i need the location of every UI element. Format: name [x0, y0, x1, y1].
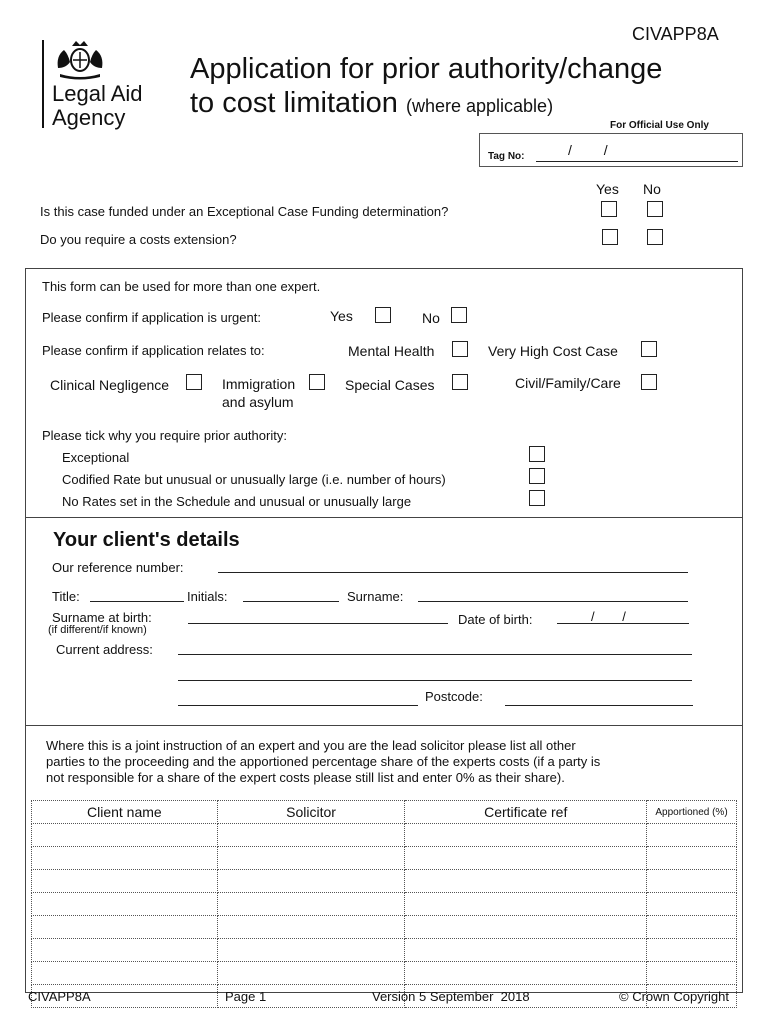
tag-no-label: Tag No:: [488, 151, 525, 162]
table-cell[interactable]: [405, 824, 647, 847]
column-header: Certificate ref: [405, 801, 647, 824]
tag-no-field[interactable]: / /: [568, 142, 608, 158]
reason-exceptional-label: Exceptional: [62, 450, 130, 465]
very-high-cost-label: Very High Cost Case: [488, 343, 618, 359]
table-row: [32, 916, 737, 939]
table-cell[interactable]: [647, 962, 737, 985]
footer-form-code: CIVAPP8A: [28, 989, 91, 1004]
table-cell[interactable]: [217, 916, 405, 939]
table-cell[interactable]: [32, 893, 218, 916]
costs-extension-no-checkbox[interactable]: [647, 229, 663, 245]
table-cell[interactable]: [405, 893, 647, 916]
table-cell[interactable]: [405, 847, 647, 870]
address-line-3[interactable]: [178, 705, 418, 706]
tag-no-line: [536, 161, 738, 162]
civil-family-label: Civil/Family/Care: [515, 375, 621, 391]
immigration-label-2: and asylum: [222, 394, 294, 410]
costs-extension-yes-checkbox[interactable]: [602, 229, 618, 245]
reason-no-rates-label: No Rates set in the Schedule and unusual or unusually large: [62, 494, 412, 509]
address-line-2[interactable]: [178, 680, 692, 681]
multi-expert-note: This form can be used for more than one expert.: [42, 279, 321, 294]
costs-extension-question: Do you require a costs extension?: [40, 232, 237, 247]
initials-input[interactable]: [243, 601, 339, 602]
civil-family-checkbox[interactable]: [641, 374, 657, 390]
parties-table: [31, 800, 737, 1008]
reason-codified-checkbox[interactable]: [529, 468, 545, 484]
logo-divider: [42, 40, 44, 128]
urgent-label: Please confirm if application is urgent:: [42, 310, 261, 325]
page-title-line2: [190, 87, 553, 120]
table-row: [32, 962, 737, 985]
if-different-note: (if different/if known): [48, 624, 147, 636]
table-cell[interactable]: [647, 847, 737, 870]
table-cell[interactable]: [32, 870, 218, 893]
urgent-no-label: No: [422, 310, 440, 326]
special-cases-checkbox[interactable]: [452, 374, 468, 390]
dob-label: Date of birth:: [458, 612, 533, 627]
table-cell[interactable]: [32, 916, 218, 939]
footer-page-number: Page 1: [225, 989, 267, 1004]
reason-codified-label: Codified Rate but unusual or unusually large (i.e. number of hours): [62, 472, 446, 487]
form-code: CIVAPP8A: [632, 24, 719, 44]
reference-input[interactable]: [218, 572, 688, 573]
relates-to-label: Please confirm if application relates to:: [42, 343, 265, 358]
official-use-label: For Official Use Only: [610, 120, 709, 131]
surname-input[interactable]: [418, 601, 688, 602]
table-row: [32, 939, 737, 962]
title-input[interactable]: [90, 601, 184, 602]
postcode-label: Postcode:: [425, 689, 483, 704]
table-cell[interactable]: [32, 824, 218, 847]
mental-health-checkbox[interactable]: [452, 341, 468, 357]
special-cases-label: Special Cases: [345, 377, 435, 393]
table-cell[interactable]: [647, 870, 737, 893]
yes-column-label: Yes: [596, 181, 619, 197]
urgent-no-checkbox[interactable]: [451, 307, 467, 323]
reason-exceptional-checkbox[interactable]: [529, 446, 545, 462]
no-column-label: No: [643, 181, 661, 197]
surname-label: Surname:: [347, 589, 404, 604]
table-row: [32, 824, 737, 847]
table-cell[interactable]: [405, 870, 647, 893]
table-cell[interactable]: [217, 870, 405, 893]
ecf-question: Is this case funded under an Exceptional Case Funding determination?: [40, 204, 449, 219]
table-row: [32, 893, 737, 916]
page-title-line1: Application for prior authority/change: [190, 53, 663, 85]
table-cell[interactable]: [647, 893, 737, 916]
table-cell[interactable]: [647, 824, 737, 847]
table-row: [32, 870, 737, 893]
urgent-yes-checkbox[interactable]: [375, 307, 391, 323]
reason-no-rates-checkbox[interactable]: [529, 490, 545, 506]
urgent-yes-label: Yes: [330, 308, 353, 324]
title-label: Title:: [52, 589, 80, 604]
clinical-negligence-label: Clinical Negligence: [50, 377, 170, 393]
table-cell[interactable]: [647, 939, 737, 962]
official-use-box: [479, 133, 743, 167]
prior-authority-reason-label: Please tick why you require prior authority:: [42, 428, 287, 443]
footer-version: Version 5 September 2018: [372, 989, 530, 1004]
clinical-negligence-checkbox[interactable]: [186, 374, 202, 390]
royal-crest-icon: [52, 38, 108, 80]
dob-separators: / /: [591, 609, 626, 624]
initials-label: Initials:: [187, 589, 228, 604]
joint-instruction-text-3: not responsible for a share of the expert costs please still list and enter 0% as their share).: [46, 770, 565, 785]
surname-birth-label: Surname at birth:: [52, 610, 152, 625]
table-cell[interactable]: [217, 847, 405, 870]
surname-birth-input[interactable]: [188, 623, 448, 624]
table-cell[interactable]: [647, 916, 737, 939]
table-cell[interactable]: [32, 962, 218, 985]
joint-instruction-text-2: parties to the proceeding and the apportioned percentage share of the experts costs (if a party is: [46, 754, 601, 769]
table-cell[interactable]: [217, 893, 405, 916]
ecf-yes-checkbox[interactable]: [601, 201, 617, 217]
ecf-no-checkbox[interactable]: [647, 201, 663, 217]
client-details-heading: Your client's details: [53, 529, 240, 551]
joint-instruction-text-1: Where this is a joint instruction of an expert and you are the lead solicitor please list all other: [46, 738, 576, 753]
table-cell[interactable]: [217, 939, 405, 962]
mental-health-label: Mental Health: [348, 343, 435, 359]
table-cell[interactable]: [32, 939, 218, 962]
address-line-1[interactable]: [178, 654, 692, 655]
logo-line2: Agency: [52, 105, 126, 130]
table-cell[interactable]: [405, 962, 647, 985]
footer-copyright: © Crown Copyright: [619, 989, 730, 1004]
table-cell[interactable]: [405, 916, 647, 939]
address-label: Current address:: [56, 642, 153, 657]
table-cell[interactable]: [217, 824, 405, 847]
page-title-suffix: (where applicable): [405, 96, 554, 116]
postcode-input[interactable]: [505, 705, 693, 706]
parties-table-header: [32, 801, 737, 824]
column-header: Apportioned (%): [647, 801, 737, 824]
column-header: Client name: [32, 801, 218, 824]
table-row: [32, 847, 737, 870]
page-title-main: to cost limitation: [190, 87, 398, 119]
very-high-cost-checkbox[interactable]: [641, 341, 657, 357]
table-cell[interactable]: [217, 962, 405, 985]
immigration-label-1: Immigration: [222, 376, 296, 392]
section-divider-2: [25, 725, 743, 726]
section-divider-1: [25, 517, 743, 518]
column-header: Solicitor: [217, 801, 405, 824]
table-cell[interactable]: [405, 939, 647, 962]
table-cell[interactable]: [32, 847, 218, 870]
immigration-checkbox[interactable]: [309, 374, 325, 390]
logo-line1: Legal Aid: [52, 81, 143, 106]
reference-label: Our reference number:: [52, 560, 184, 575]
